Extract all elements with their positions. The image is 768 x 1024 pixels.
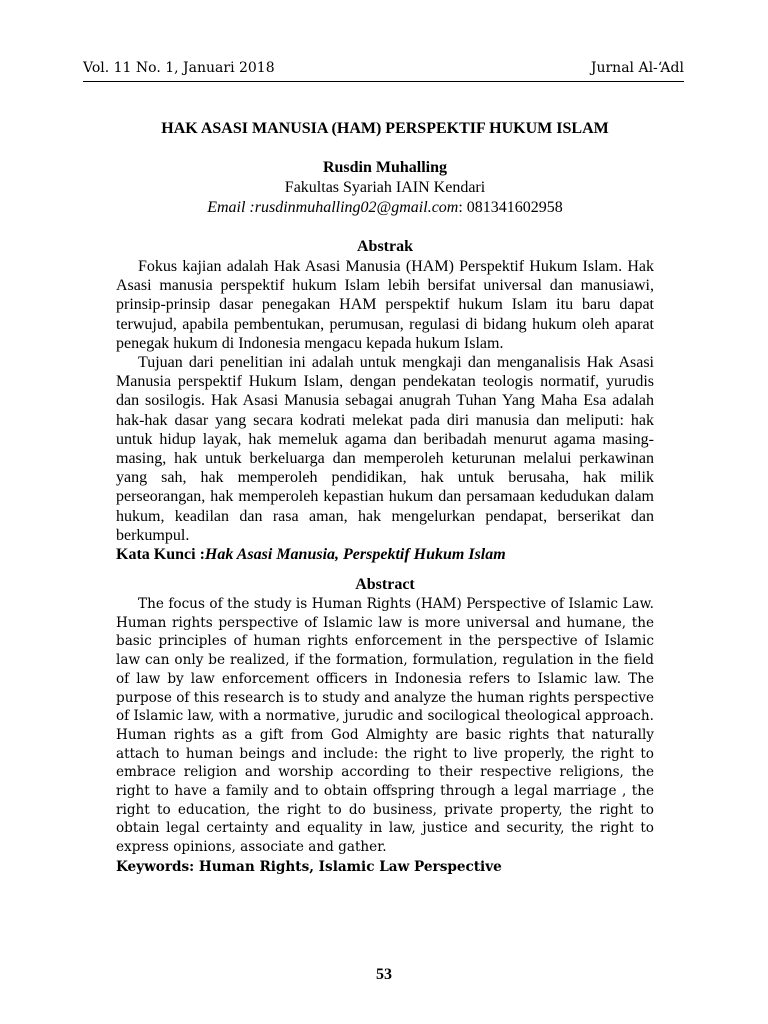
keywords-english: Keywords: Human Rights, Islamic Law Perspective — [116, 858, 502, 875]
article-body — [116, 119, 654, 877]
author-name: Rusdin Muhalling — [322, 159, 448, 176]
author-phone: : 081341602958 — [458, 199, 563, 216]
kata-kunci-value: Hak Asasi Manusia, Perspektif Hukum Islam — [204, 546, 506, 564]
kata-kunci-label: Kata Kunci : — [116, 546, 205, 564]
journal-volume: Vol. 11 No. 1, Januari 2018 — [83, 60, 275, 76]
article-title: HAK ASASI MANUSIA (HAM) PERSPEKTIF HUKUM ISLAM — [161, 120, 609, 137]
running-header — [83, 59, 684, 82]
page-number: 53 — [376, 966, 392, 983]
author-block — [116, 158, 654, 218]
abstract-heading: Abstract — [355, 576, 415, 594]
abstrak-paragraph-1: Fokus kajian adalah Hak Asasi Manusia (HAM) Perspektif Hukum Islam. Hak Asasi manusia perspektif hukum Islam lebih bersifat universal dan manusiawi, prinsip-prinsip dasar penegakan HAM perspektif hukum Islam itu baru dapat terwujud, apabila pembentukan, perumusan, regulasi di bidang hukum oleh aparat penegak hukum di Indonesia mengacu kepada hukum Islam. — [116, 258, 654, 352]
abstrak-paragraph-2: Tujuan dari penelitian ini adalah untuk mengkaji dan menganalisis Hak Asasi Manusia perspektif Hukum Islam, dengan pendekatan teologis normatif, yurudis dan sosilogis. Hak Asasi Manusia sebagai anugrah Tuhan Yang Maha Esa adalah hak-hak dasar yang secara kodrati melekat pada diri manusia dan meliputi: hak untuk hidup layak, hak memeluk agama dan beribadah menurut agama masing-masing, hak untuk berkeluarga dan memperoleh keturunan melalui perkawinan yang sah, hak memperoleh pendidikan, hak untuk berusaha, hak milik perseorangan, hak memperoleh kepastian hukum dan persamaan kedudukan dalam hukum, keadilan dan rasa aman, hak mengelurkan pendapat, berserikat dan berkumpul. — [116, 354, 654, 544]
author-affiliation: Fakultas Syariah IAIN Kendari — [284, 179, 486, 196]
abstrak-heading: Abstrak — [356, 238, 413, 255]
author-email: Email :rusdinmuhalling02@gmail.com — [207, 199, 459, 216]
journal-name: Jurnal Al-‘Adl — [590, 60, 684, 76]
author-contact — [116, 198, 654, 218]
kata-kunci — [116, 545, 654, 565]
abstract-paragraph: The focus of the study is Human Rights (HAM) Perspective of Islamic Law. Human rights perspective of Islamic law is more universal and humane, the basic principles of human rights enforcement in the perspective of Islamic law can only be realized, if the formation, formulation, regulation in the field of law by law enforcement officers in Indonesia refers to Islamic law. The purpose of this research is to study and analyze the human rights perspective of Islamic law, with a normative, jurudic and socilogical theological approach. Human rights as a gift from God Almighty are basic rights that naturally attach to human beings and include: the right to live properly, the right to embrace religion and worship according to their respective religions, the right to have a family and to obtain offspring through a legal marriage , the right to education, the right to do business, private property, the right to obtain legal certainty and equality in law, justice and security, the right to express opinions, associate and gather. — [116, 596, 654, 856]
